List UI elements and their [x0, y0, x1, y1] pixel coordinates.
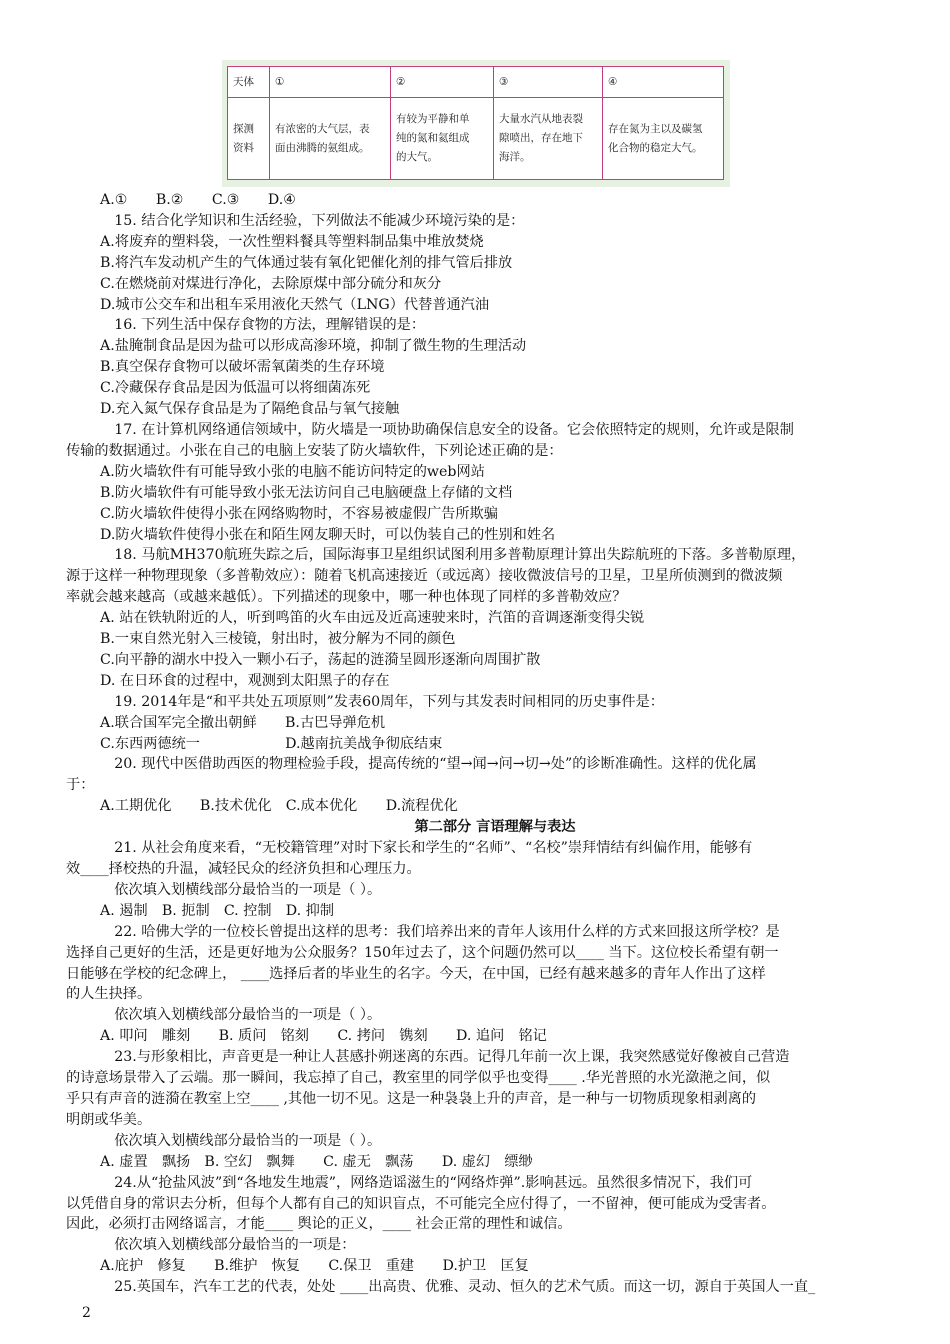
- question-stem: 19. 2014年是“和平共处五项原则”发表60周年，下列与其发表时间相同的历史事件是：: [114, 693, 664, 710]
- instruction-line: 依次填入划横线部分最恰当的一项是（ ）。: [114, 1007, 382, 1024]
- cell-line: 纯的氮和氦组成: [396, 132, 470, 144]
- option-line: A.盐腌制食品是因为盐可以形成高渗环境，抑制了微生物的生理活动: [100, 338, 527, 355]
- data-cell: [494, 98, 603, 180]
- option-line: D.防火墙软件使得小张在和陌生网友聊天时，可以伪装自己的性别和姓名: [100, 526, 556, 543]
- page-number: 2: [82, 1305, 91, 1321]
- question-stem: 16. 下列生活中保存食物的方法，理解错误的是：: [114, 317, 426, 334]
- question-stem-continued: 乎只有声音的涟漪在教室上空____ ,其他一切不见。这是一种袅袅上升的声音，是一种与一切物质现象相剥离的: [66, 1090, 757, 1107]
- header-cell: 天体: [228, 67, 270, 98]
- cell-line: 面由沸腾的氨组成。: [275, 141, 370, 154]
- cell-line: 有较为平静和单: [396, 113, 470, 125]
- question-stem: 20. 现代中医借助西医的物理检验手段，提高传统的“望→闻→问→切→处”的诊断准确性。这样的优化属: [114, 756, 757, 773]
- option-line: C.防火墙软件使得小张在网络购物时，不容易被虚假广告所欺骗: [100, 505, 498, 522]
- header-cell: ③: [494, 67, 603, 98]
- question-stem: 24.从“抢盐风波”到“各地发生地震”，网络造谣滋生的“网络炸弹”.影响甚远。虽然很多情况下，我们可: [114, 1174, 753, 1191]
- option-line: A.庇护 修复 B.维护 恢复 C.保卫 重建 D.护卫 匡复: [100, 1258, 529, 1275]
- cell-line: 大量水汽从地表裂: [499, 113, 583, 125]
- question-stem-continued: 以凭借自身的常识去分析，但每个人都有自己的知识盲点，不可能完全应付得了，一不留神，便可能成为受害者。: [66, 1195, 776, 1212]
- question-stem: 17. 在计算机网络通信领域中，防火墙是一项协助确保信息安全的设备。它会依照特定的规则，允许或是限制: [114, 421, 794, 438]
- option-line: C.在燃烧前对煤进行净化，去除原煤中部分硫分和灰分: [100, 275, 442, 292]
- data-cell: [391, 98, 494, 180]
- option-line: D.城市公交车和出租车采用液化天然气（LNG）代替普通汽油: [100, 296, 490, 313]
- option-line: C.冷藏保存食品是因为低温可以将细菌冻死: [100, 380, 371, 397]
- question-stem-continued: 的诗意场景带入了云端。那一瞬间，我忘掉了自己，教室里的同学似乎也变得____ .华光普照的水光潋滟之间，似: [66, 1070, 771, 1087]
- option-line: A.将废弃的塑料袋，一次性塑料餐具等塑料制品集中堆放焚烧: [100, 233, 484, 250]
- option-line: A. 站在铁轨附近的人，听到鸣笛的火车由远及近高速驶来时，汽笛的音调逐渐变得尖锐: [100, 610, 645, 627]
- option-line: A. 遏制 B. 扼制 C. 控制 D. 抑制: [100, 902, 335, 919]
- question-stem: 25.英国车，汽车工艺的代表，处处 ____出高贵、优雅、灵动、恒久的艺术气质。而这一切，源自于英国人一直_: [114, 1279, 816, 1296]
- row-label-cell: [228, 98, 270, 180]
- data-cell: [603, 98, 724, 180]
- text-line: A.① B.② C.③ D.④: [100, 192, 296, 208]
- instruction-line: 依次填入划横线部分最恰当的一项是（ ）。: [114, 881, 382, 898]
- option-line: A.联合国军完全撤出朝鲜 B.古巴导弹危机: [100, 714, 386, 731]
- row-label-line: 探测: [233, 122, 254, 135]
- option-line: A.工期优化 B.技术优化 C.成本优化 D.流程优化: [100, 798, 458, 815]
- table-data-row: [228, 98, 724, 180]
- question-stem: 22. 哈佛大学的一位校长曾提出这样的思考：我们培养出来的青年人该用什么样的方式来回报这所学校？是: [114, 923, 780, 940]
- probe-data-table: [227, 66, 724, 180]
- option-line: B.防火墙软件有可能导致小张无法访问自己电脑硬盘上存储的文档: [100, 484, 513, 501]
- header-cell: ②: [391, 67, 494, 98]
- instruction-line: 依次填入划横线部分最恰当的一项是（ ）。: [114, 1132, 382, 1149]
- question-stem: 23.与形象相比，声音更是一种让人甚感扑朔迷离的东西。记得几年前一次上课，我突然感觉好像被自己营造: [114, 1049, 790, 1066]
- question-stem: 21. 从社会角度来看，“无校籍管理”对时下家长和学生的“名师”、“名校”崇拜情结有纠偏作用，能够有: [114, 840, 753, 857]
- question-stem-continued: 于：: [66, 777, 95, 794]
- instruction-line: 依次填入划横线部分最恰当的一项是：: [114, 1237, 356, 1254]
- question-stem-continued: 率就会越来越高（或越来越低）。下列描述的现象中，哪一种也体现了同样的多普勒效应？: [66, 589, 627, 606]
- question-stem-continued: 因此，必须打击网络谣言，才能____ 舆论的正义，____ 社会正常的理性和诚信。: [66, 1216, 572, 1233]
- row-label-line: 资料: [233, 141, 254, 154]
- table-header-row: [228, 67, 724, 98]
- question-stem-continued: 的人生抉择。: [66, 986, 152, 1003]
- option-line: A. 叩问 雕刻 B. 质问 铭刻 C. 拷问 镌刻 D. 追问 铭记: [100, 1028, 547, 1045]
- question-stem: 18. 马航MH370航班失踪之后，国际海事卫星组织试图利用多普勒原理计算出失踪航班的下落。多普勒原理，: [114, 547, 806, 564]
- question-text: [66, 190, 890, 1298]
- cell-line: 的大气。: [396, 151, 438, 163]
- option-line: B.真空保存食物可以破坏需氧菌类的生存环境: [100, 359, 385, 376]
- option-line: D.充入氮气保存食品是为了隔绝食品与氧气接触: [100, 401, 400, 418]
- question-stem-continued: 明朗或华美。: [66, 1111, 152, 1128]
- question-stem-continued: 传输的数据通过。小张在自己的电脑上安装了防火墙软件，下列论述正确的是：: [66, 442, 563, 459]
- option-line: C.向平静的湖水中投入一颗小石子，荡起的涟漪呈圆形逐渐向周围扩散: [100, 651, 541, 668]
- option-line: B.将汽车发动机产生的气体通过装有氧化钯催化剂的排气管后排放: [100, 254, 513, 271]
- option-line: A.防火墙软件有可能导致小张的电脑不能访问特定的web网站: [100, 463, 485, 480]
- section-heading: 第二部分 言语理解与表达: [414, 819, 576, 836]
- header-cell: ④: [603, 67, 724, 98]
- question-stem-continued: 效____择校热的升温，减轻民众的经济负担和心理压力。: [66, 861, 421, 877]
- option-line: A. 虚置 飘扬 B. 空幻 飘舞 C. 虚无 飘荡 D. 虚幻 缥缈: [100, 1153, 533, 1170]
- data-table-frame: [222, 60, 730, 187]
- question-stem-continued: 源于这样一种物理现象（多普勒效应）：随着飞机高速接近（或远离）接收微波信号的卫星，卫星所侦测到的微波频: [66, 568, 783, 585]
- option-line: C.东西两德统一 D.越南抗美战争彻底结束: [100, 735, 443, 752]
- cell-line: 隙喷出，存在地下: [499, 132, 583, 144]
- question-stem-continued: 日能够在学校的纪念碑上， ____选择后者的毕业生的名字。今天，在中国，已经有越来越多的青年人作出了这样: [66, 965, 766, 982]
- question-stem-continued: 选择自己更好的生活，还是更好地为公众服务？150年过去了，这个问题仍然可以____ 当下。这位校长希望有朝一: [66, 944, 779, 961]
- question-stem: 15. 结合化学知识和生活经验，下列做法不能减少环境污染的是：: [114, 212, 525, 229]
- cell-line: 化合物的稳定大气。: [608, 141, 703, 154]
- header-cell: ①: [270, 67, 391, 98]
- option-line: D. 在日环食的过程中，观测到太阳黑子的存在: [100, 672, 390, 689]
- option-line: B.一束自然光射入三棱镜，射出时，被分解为不同的颜色: [100, 631, 456, 648]
- cell-line: 存在氮为主以及碳氢: [608, 122, 703, 135]
- cell-line: 海洋。: [499, 151, 531, 163]
- cell-line: 有浓密的大气层，表: [275, 122, 370, 135]
- data-cell: [270, 98, 391, 180]
